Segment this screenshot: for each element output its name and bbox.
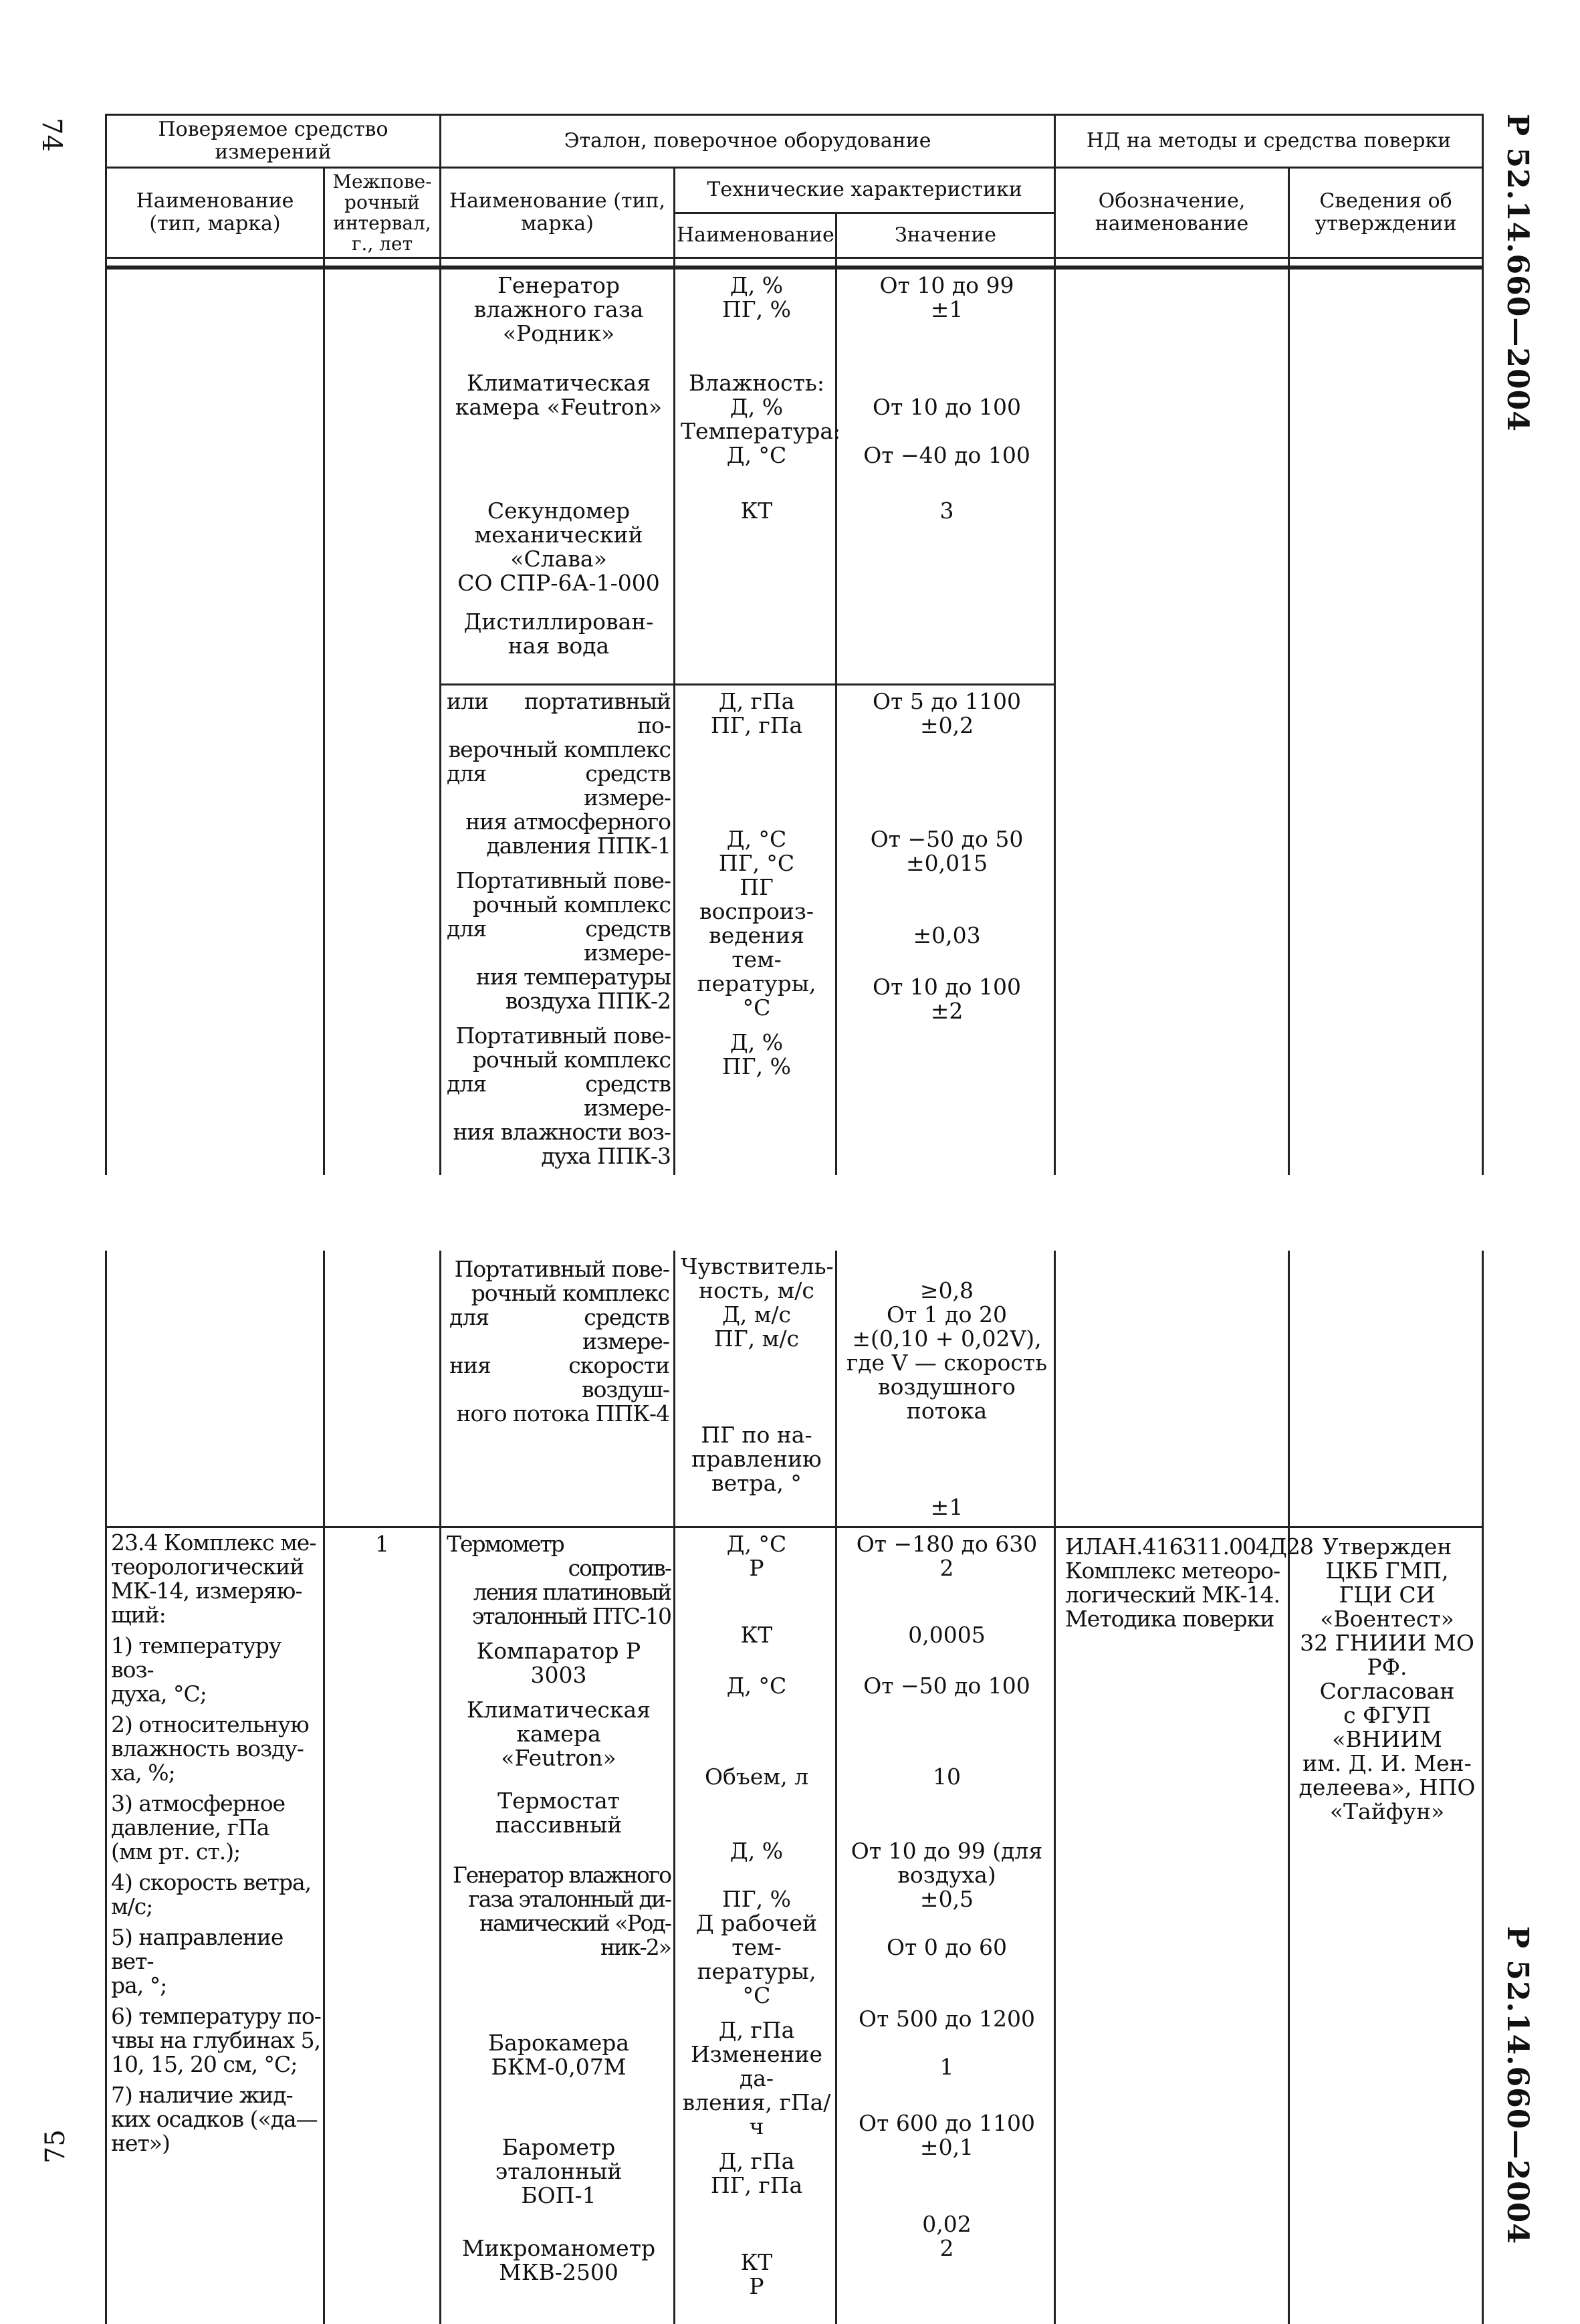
mk14-equipment-param-line: ПГ, % [681, 1887, 832, 1911]
tech-param [675, 1027, 835, 1164]
tech-param-line: ПГ, % [681, 1055, 832, 1079]
mk14-equipment-param-line: КТ [681, 1623, 832, 1647]
mk14-approval-line: «Тайфун» [1295, 1800, 1479, 1824]
tech-value-line: От 10 до 99 [842, 274, 1051, 298]
top-empty-approval [1289, 269, 1483, 1176]
top-empty-interval [324, 269, 441, 1176]
mk14-equipment-name-line: Термостат [447, 1789, 671, 1813]
tech-param-line: ПГ, гПа [681, 714, 832, 738]
mk14-item-line: ра, °; [111, 1974, 322, 1998]
mk14-approval-line: им. Д. И. Мен- [1295, 1752, 1479, 1776]
mk14-equipment-value-line: ±0,5 [842, 1887, 1051, 1911]
etalon-name [441, 495, 673, 606]
tech-value [837, 971, 1054, 1109]
mk14-designation-line: Методика поверки [1065, 1607, 1284, 1631]
doc-code-top: Р 52.14.660—2004 [1500, 114, 1535, 432]
mk14-equipment-name [441, 1528, 673, 1635]
mk14-equipment-name-line: Барокамера [447, 2031, 671, 2055]
etalon-name-line: духа ППК-3 [447, 1144, 671, 1168]
mk14-item-line: влажность возду- [111, 1737, 322, 1761]
etalon-name-line: верочный комплекс [447, 738, 671, 762]
mk14-equipment-param-line: Объем, л [681, 1765, 832, 1789]
mk14-equipment-values [836, 1527, 1055, 2324]
header-col-interval: Межпове-рочный интервал, г., лет [324, 168, 441, 258]
mk14-equipment-param-line: Изменение да- [681, 2042, 832, 2091]
mk14-approval-line: Утвержден [1295, 1535, 1479, 1559]
row-ppk4-designation [1055, 1251, 1289, 1527]
tech-param-line: КТ [681, 499, 832, 523]
mk14-item-line: щий: [111, 1603, 322, 1627]
mk14-approval [1290, 1531, 1482, 1830]
mk14-item-line: МК-14, измеряю- [111, 1579, 322, 1603]
mk14-equipment-param [675, 2014, 835, 2145]
mk14-equipment-name-line: ления платиновый [447, 1580, 671, 1604]
ppk4-param-line: Д, м/с [681, 1303, 832, 1327]
tech-param-line: ПГ воспроиз- [681, 875, 832, 924]
tech-value-line [842, 900, 1051, 924]
etalon-name-line: для средств измере- [447, 1072, 671, 1120]
mk14-item-line: нет») [111, 2131, 322, 2155]
mk14-equipment-name [441, 1859, 673, 2027]
tech-param-line: Д, °С [681, 827, 832, 851]
ppk4-name [444, 1253, 672, 1433]
mk14-designation [1060, 1531, 1286, 1638]
mk14-equipment-name [441, 1785, 673, 1859]
ppk4-param-line: Чувствитель- [681, 1255, 832, 1279]
mk14-equipment-param [675, 1761, 835, 1835]
etalon-name-line: СО СПР-6А-1-000 [447, 571, 671, 595]
mk14-equipment-name-line: БКМ-0,07М [447, 2055, 671, 2079]
ppk4-value-line: ≥0,8 [842, 1279, 1051, 1303]
mk14-equipment-value-line: От 0 до 60 [842, 1935, 1051, 1960]
tech-param-line: Д, % [681, 274, 832, 298]
mk14-equipment-name-line: ник-2» [447, 1935, 671, 1960]
mk14-equipment-param-line: вления, гПа/ч [681, 2091, 832, 2139]
tech-param-line: пературы, °С [681, 972, 832, 1020]
mk14-equipment-param-line: Д, % [681, 1839, 832, 1863]
mk14-item-line: 10, 15, 20 см, °С; [111, 2052, 322, 2077]
ppk4-name-line: для средств измере- [449, 1305, 669, 1354]
tech-value [837, 606, 1054, 683]
mk14-equipment-name-line: Микроманометр [447, 2236, 671, 2260]
mk14-equipment-value-line [842, 2031, 1051, 2055]
mk14-designation-line: логический МК-14. [1065, 1583, 1284, 1607]
tech-value [837, 683, 1054, 823]
tech-value-line [842, 371, 1051, 395]
mk14-equipment-param [675, 1835, 835, 2014]
mk14-item-line: 5) направление вет- [111, 1925, 322, 1974]
mk14-equipment-param [675, 2246, 835, 2324]
etalon-name [441, 606, 673, 683]
ppk4-value-line: воздушного потока [842, 1375, 1051, 1423]
header-col-name: Наименование (тип, марка) [106, 168, 324, 258]
table-header [106, 115, 1483, 269]
table-page-74 [105, 114, 1484, 1175]
etalon-name-line: камера «Feutron» [447, 395, 671, 419]
header-instrument-group: Поверяемое средство измерений [106, 115, 441, 168]
tech-param [675, 270, 835, 367]
top-etalon-name-column [441, 269, 675, 1176]
etalon-name-line: Генератор [447, 274, 671, 298]
etalon-name-line: «Родник» [447, 322, 671, 346]
etalon-name-line: Портативный пове- [447, 869, 671, 893]
header-col-approval: Сведения об утверждении [1289, 168, 1483, 258]
mk14-approval-line: ГЦИ СИ [1295, 1583, 1479, 1607]
mk14-equipment-value-line: От 10 до 99 (для [842, 1839, 1051, 1863]
mk14-equipment-param [675, 1528, 835, 1619]
doc-code-bottom: Р 52.14.660—2004 [1500, 1926, 1535, 2244]
mk14-equipment-param-line [681, 1863, 832, 1887]
mk14-equipment-param-line: Д, °С [681, 1532, 832, 1556]
header-col-designation: Обозначение, наименование [1055, 168, 1289, 258]
ppk4-params [675, 1251, 836, 1527]
mk14-equipment-value [837, 2003, 1054, 2107]
mk14-equipment-param-line: Д, гПа [681, 2149, 832, 2174]
mk14-equipment-name-line: эталонный [447, 2159, 671, 2184]
mk14-equipment-value-line: 10 [842, 1765, 1051, 1789]
tech-param [675, 823, 835, 1027]
mk14-equipment-name-line: Компаратор Р 3003 [447, 1639, 671, 1687]
etalon-name-line: ная вода [447, 634, 671, 658]
tech-value-line: От 5 до 1100 [842, 690, 1051, 714]
tech-value-line: ±0,03 [842, 924, 1051, 948]
top-empty-instrument [106, 269, 324, 1176]
ppk4-values [836, 1251, 1055, 1527]
mk14-equipment-param [675, 2145, 835, 2246]
ppk4-param-line: ПГ, м/с [681, 1327, 832, 1351]
tech-param-line: Д, °С [681, 443, 832, 467]
tech-value [837, 495, 1054, 606]
ppk4-name [441, 1251, 675, 1527]
mk14-equipment-name-line: камера [447, 1722, 671, 1746]
mk14-item-line: духа, °С; [111, 1682, 322, 1706]
page-number-top: 74 [36, 118, 67, 152]
mk14-approval [1289, 1527, 1483, 2324]
ppk4-param-line [681, 1351, 832, 1375]
mk14-approval-line: РФ. [1295, 1655, 1479, 1679]
etalon-name-line: ния температуры [447, 965, 671, 989]
mk14-approval-line: «Воентест» [1295, 1607, 1479, 1631]
mk14-item-line: ких осадков («да— [111, 2107, 322, 2131]
mk14-equipment-value [837, 2208, 1054, 2286]
ppk4-name-line: Портативный пове- [449, 1257, 669, 1281]
mk14-equipment-value-line: 2 [842, 2236, 1051, 2260]
tech-param-line: Д, % [681, 1031, 832, 1055]
etalon-name-line: Климатическая [447, 371, 671, 395]
mk14-equipment-value-line: От 600 до 1100 [842, 2111, 1051, 2135]
tech-param-line: Влажность: [681, 371, 832, 395]
ppk4-param-line: ность, м/с [681, 1279, 832, 1303]
ppk4-value-line [842, 1471, 1051, 1495]
mk14-equipment-param-line: Р [681, 2275, 832, 2299]
ppk4-param-line [681, 1375, 832, 1399]
header-etalon-group: Эталон, поверочное оборудование [441, 115, 1055, 168]
mk14-equipment-name-line: Барометр [447, 2135, 671, 2159]
top-tech-value-column [836, 269, 1055, 1176]
tech-value-line: От −50 до 50 [842, 827, 1051, 851]
mk14-equipment-param [675, 1670, 835, 1761]
tech-value-line: От 10 до 100 [842, 395, 1051, 419]
tech-param-line: Температура: [681, 419, 832, 443]
mk14-equipment-value [837, 1619, 1054, 1670]
tech-value-line: ±2 [842, 999, 1051, 1023]
mk14-item-line: 23.4 Комплекс ме- [111, 1531, 322, 1555]
mk14-equipment-value-line: От −180 до 630 [842, 1532, 1051, 1556]
mk14-equipment-param-line: Д, °С [681, 1674, 832, 1698]
tech-param-line: Д, % [681, 395, 832, 419]
ppk4-value-line: От 1 до 20 [842, 1303, 1051, 1327]
tech-param-line: ведения тем- [681, 924, 832, 972]
mk14-equipment-value [837, 1761, 1054, 1835]
page-number-bottom: 75 [40, 2129, 71, 2163]
mk14-interval-value: 1 [375, 1531, 389, 1557]
mk14-equipment-params [675, 1527, 836, 2324]
top-tech-name-column [675, 269, 836, 1176]
mk14-equipment-name [441, 2027, 673, 2131]
tech-param-line: ПГ, °С [681, 851, 832, 875]
mk14-item-line: 6) температуру по- [111, 2004, 322, 2028]
mk14-equipment-name-line: Климатическая [447, 1698, 671, 1722]
row-ppk4 [106, 1251, 1483, 1527]
mk14-equipment-name-line: Термометр сопротив- [447, 1532, 671, 1580]
tech-value-line: 3 [842, 499, 1051, 523]
etalon-name [441, 270, 673, 367]
mk14-designation-line: Комплекс метеоро- [1065, 1559, 1284, 1583]
mk14-item-line: 7) наличие жид- [111, 2083, 322, 2107]
etalon-name-line: ния атмосферного [447, 810, 671, 834]
row-mk14 [106, 1527, 1483, 2324]
header-col-tech-name: Наименование [675, 213, 836, 258]
mk14-interval [324, 1527, 441, 2324]
mk14-equipment-name-line: эталонный ПТС-10 [447, 1604, 671, 1628]
mk14-equipment-param-line: пературы, °С [681, 1960, 832, 2008]
mk14-equipment-name-line: «Feutron» [447, 1746, 671, 1770]
mk14-item-line: ха, %; [111, 1761, 322, 1785]
top-empty-designation [1055, 269, 1289, 1176]
tech-value-line [842, 875, 1051, 900]
mk14-equipment-value [837, 1670, 1054, 1761]
ppk4-param-line: ветра, ° [681, 1471, 832, 1495]
tech-param [675, 683, 835, 823]
tech-value-line: От 10 до 100 [842, 975, 1051, 999]
ppk4-value-line [842, 1255, 1051, 1279]
etalon-name-line: Секундомер [447, 499, 671, 523]
mk14-approval-line: 32 ГНИИИ МО [1295, 1631, 1479, 1655]
mk14-equipment-value-line: От −50 до 100 [842, 1674, 1051, 1698]
mk14-item-line: давление, гПа [111, 1816, 322, 1840]
mk14-equipment-param-line: КТ [681, 2250, 832, 2275]
ppk4-value-line [842, 1447, 1051, 1471]
mk14-equipment-name-line: газа эталонный ди- [447, 1887, 671, 1911]
ppk4-value [837, 1251, 1054, 1526]
tech-value [837, 367, 1054, 495]
etalon-name-line: для средств измере- [447, 762, 671, 810]
mk14-equipment-names [441, 1527, 675, 2324]
ppk4-value-line: ±1 [842, 1495, 1051, 1519]
etalon-name-line: рочный комплекс [447, 893, 671, 917]
mk14-designation [1055, 1527, 1289, 2324]
mk14-item-line: 4) скорость ветра, [111, 1871, 322, 1895]
mk14-equipment-value [837, 2107, 1054, 2208]
etalon-name-line: Портативный пове- [447, 1024, 671, 1048]
etalon-name [441, 865, 673, 1020]
mk14-equipment-value-line: 0,0005 [842, 1623, 1051, 1647]
mk14-item-line: м/с; [111, 1895, 322, 1919]
mk14-item-line: чвы на глубинах 5, [111, 2028, 322, 2052]
mk14-equipment-name [441, 1694, 673, 1785]
mk14-equipment-name-line: БОП-1 [447, 2184, 671, 2208]
etalon-name-line: или портативный по- [447, 690, 671, 738]
mk14-approval-line: делеева», НПО [1295, 1776, 1479, 1800]
ppk4-param [675, 1251, 835, 1502]
mk14-equipment-param-line: Д рабочей тем- [681, 1911, 832, 1960]
ppk4-value-line [842, 1423, 1051, 1447]
row-ppk4-instrument [106, 1251, 324, 1527]
mk14-equipment-name-line: пассивный [447, 1813, 671, 1837]
etalon-name-line: «Слава» [447, 547, 671, 571]
mk14-equipment-value-line: 1 [842, 2055, 1051, 2079]
etalon-name-line: ния влажности воз- [447, 1120, 671, 1144]
mk14-equipment-value-line: воздуха) [842, 1863, 1051, 1887]
mk14-item [106, 1527, 324, 2324]
ppk4-name-line: рочный комплекс [449, 1281, 669, 1305]
mk14-approval-line: с ФГУП [1295, 1703, 1479, 1727]
mk14-equipment-name-line: Генератор влажного [447, 1863, 671, 1887]
tech-value-line: ±0,015 [842, 851, 1051, 875]
tech-param-line: Д, гПа [681, 690, 832, 714]
row-ppk4-interval [324, 1251, 441, 1527]
etalon-name [441, 367, 673, 495]
etalon-name-line: влажного газа [447, 298, 671, 322]
mk14-equipment-value [837, 1835, 1054, 2003]
ppk4-value-line: ±(0,10 + 0,02V), [842, 1327, 1051, 1351]
ppk4-param-line: правлению [681, 1447, 832, 1471]
tech-param [675, 606, 835, 683]
mk14-equipment-name [441, 2131, 673, 2232]
header-tech-group: Технические характеристики [675, 168, 1055, 213]
mk14-equipment-value-line: 2 [842, 1556, 1051, 1580]
tech-param-line: ПГ, % [681, 298, 832, 322]
row-ppk4-approval [1289, 1251, 1483, 1527]
mk14-approval-line: Согласован [1295, 1679, 1479, 1703]
tech-value [837, 270, 1054, 367]
ppk4-value-line: где V — скорость [842, 1351, 1051, 1375]
mk14-equipment-name [441, 1635, 673, 1694]
header-col-etalon-name: Наименование (тип, марка) [441, 168, 675, 258]
tech-value-line: ±0,2 [842, 714, 1051, 738]
mk14-approval-line: ЦКБ ГМП, [1295, 1559, 1479, 1583]
etalon-name-line: механический [447, 523, 671, 547]
tech-param [675, 367, 835, 495]
mk14-item-line: 1) температуру воз- [111, 1634, 322, 1682]
tech-value-line [842, 419, 1051, 443]
etalon-name-line: Дистиллирован- [447, 610, 671, 634]
header-col-tech-value: Значение [836, 213, 1055, 258]
mk14-item-line: 2) относительную [111, 1713, 322, 1737]
mk14-equipment-value [837, 1528, 1054, 1619]
mk14-equipment-param-line: ПГ, гПа [681, 2174, 832, 2198]
etalon-name-line: рочный комплекс [447, 1048, 671, 1072]
tech-param [675, 495, 835, 606]
etalon-name-line: воздуха ППК-2 [447, 989, 671, 1013]
mk14-equipment-param-line: Д, гПа [681, 2018, 832, 2042]
mk14-item-line: (мм рт. ст.); [111, 1840, 322, 1864]
mk14-item-line: 3) атмосферное [111, 1792, 322, 1816]
tech-value-line: ±1 [842, 298, 1051, 322]
ppk4-param-line: ПГ по на- [681, 1423, 832, 1447]
tech-value-line: От −40 до 100 [842, 443, 1051, 467]
mk14-equipment-value-line: ±0,1 [842, 2135, 1051, 2159]
ppk4-name-line: ния скорости воздуш- [449, 1354, 669, 1402]
header-nd-group: НД на методы и средства поверки [1055, 115, 1483, 168]
mk14-equipment-value-line: От 500 до 1200 [842, 2007, 1051, 2031]
mk14-designation-line: ИЛАН.416311.004Д28 [1065, 1535, 1284, 1559]
ppk4-name-line: ного потока ППК-4 [449, 1402, 669, 1426]
mk14-equipment-param [675, 1619, 835, 1670]
mk14-equipment-name [441, 2232, 673, 2310]
table-page-75 [105, 1251, 1484, 2324]
etalon-name [441, 683, 673, 865]
ppk4-param-line [681, 1399, 832, 1423]
etalon-name [441, 1020, 673, 1175]
mk14-equipment-value-line [842, 1911, 1051, 1935]
etalon-name-line: для средств измере- [447, 917, 671, 965]
etalon-name-line: давления ППК-1 [447, 834, 671, 858]
mk14-approval-line: «ВНИИМ [1295, 1727, 1479, 1752]
mk14-equipment-name-line: намический «Род- [447, 1911, 671, 1935]
mk14-equipment-name-line: МКВ-2500 [447, 2260, 671, 2285]
mk14-equipment-value-line: 0,02 [842, 2212, 1051, 2236]
mk14-equipment-param-line: Р [681, 1556, 832, 1580]
mk14-item-line: теорологический [111, 1555, 322, 1579]
tech-value [837, 823, 1054, 971]
